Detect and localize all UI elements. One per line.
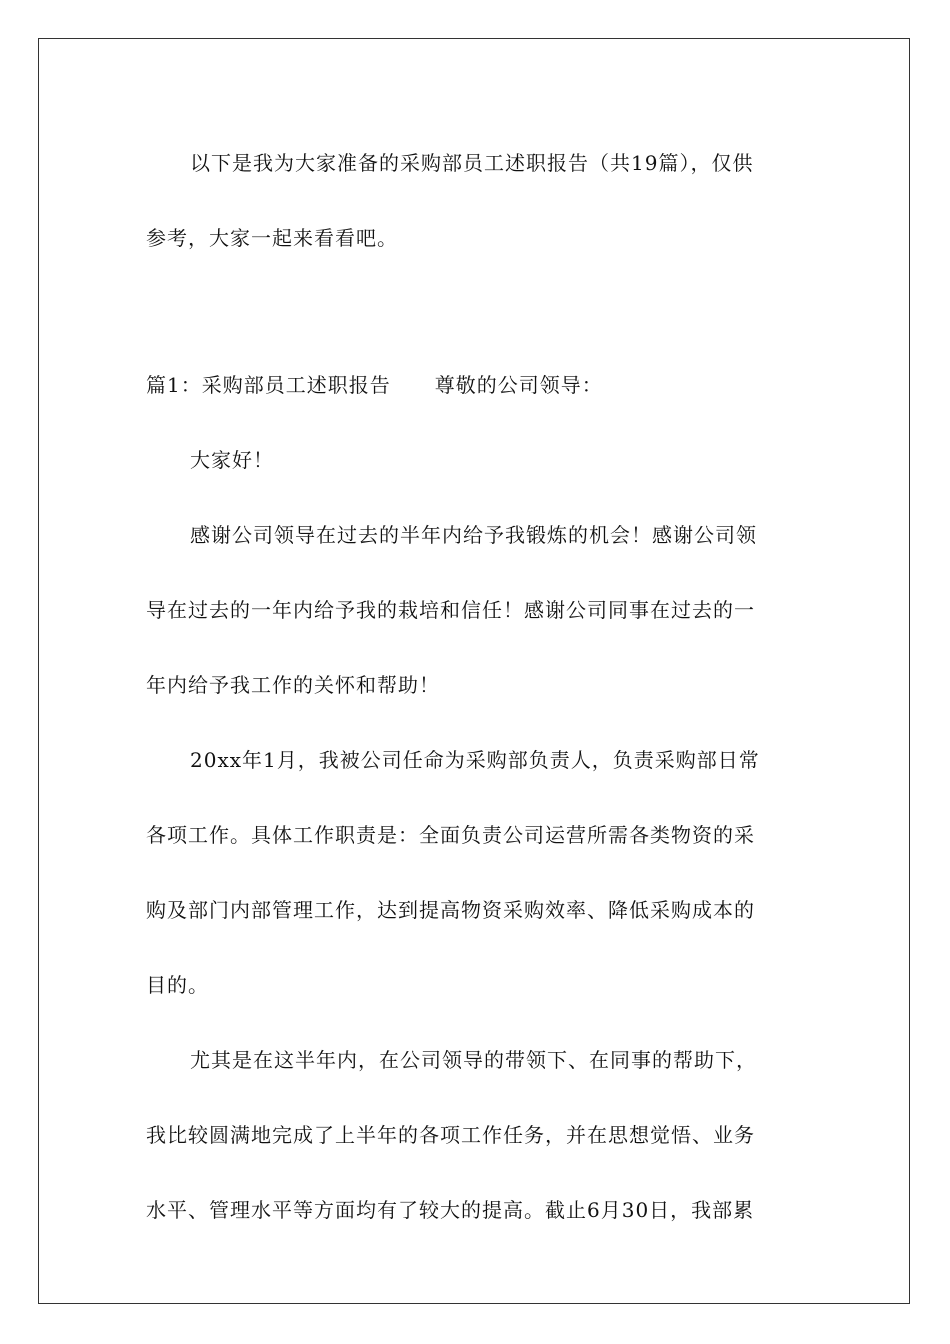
intro-line-2: 参考，大家一起来看看吧。 <box>146 226 398 250</box>
paragraph-1-line-2: 导在过去的一年内给予我的栽培和信任！感谢公司同事在过去的一 <box>146 598 755 622</box>
greeting: 大家好！ <box>190 448 274 472</box>
section-spacer <box>146 276 806 348</box>
paragraph-2-line-4: 目的。 <box>146 973 209 997</box>
paragraph-1-line-1: 感谢公司领导在过去的半年内给予我锻炼的机会！感谢公司领 <box>190 523 757 547</box>
paragraph-1-line-3: 年内给予我工作的关怀和帮助！ <box>146 673 440 697</box>
paragraph-2-line-2: 各项工作。具体工作职责是：全面负责公司运营所需各类物资的采 <box>146 823 755 847</box>
section-heading: 篇1：采购部员工述职报告 <box>146 373 391 397</box>
paragraph-3-line-2: 我比较圆满地完成了上半年的各项工作任务，并在思想觉悟、业务 <box>146 1123 755 1147</box>
paragraph-2-line-1: 20xx年1月，我被公司任命为采购部负责人，负责采购部日常 <box>190 748 760 772</box>
section-heading-line <box>146 348 806 423</box>
paragraph-2-line-3: 购及部门内部管理工作，达到提高物资采购效率、降低采购成本的 <box>146 898 755 922</box>
salutation: 尊敬的公司领导： <box>434 373 603 397</box>
paragraph-3-line-3: 水平、管理水平等方面均有了较大的提高。截止6月30日，我部累 <box>146 1198 755 1222</box>
document-body <box>146 126 806 1248</box>
intro-line-1: 以下是我为大家准备的采购部员工述职报告（共19篇），仅供 <box>190 151 754 175</box>
paragraph-3-line-1: 尤其是在这半年内，在公司领导的带领下、在同事的帮助下， <box>190 1048 757 1072</box>
